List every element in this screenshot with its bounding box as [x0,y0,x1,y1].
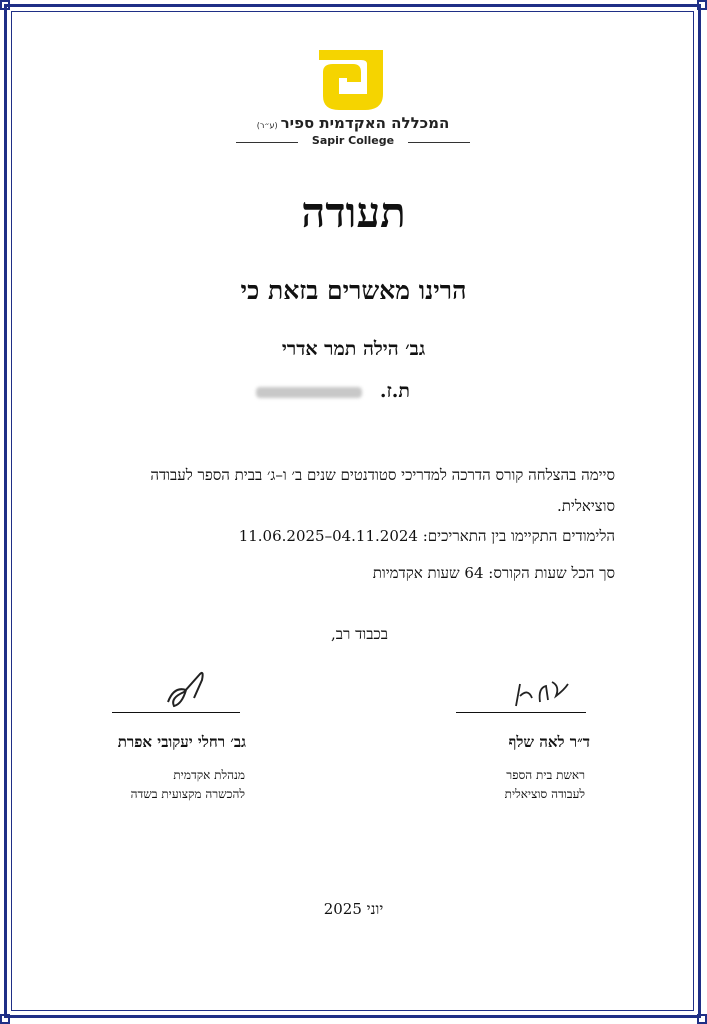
issue-date: יוני 2025 [323,900,384,918]
corner-ornament [697,1014,707,1024]
signer-role-right: ראשת בית הספר לעבודה סוציאלית [504,768,585,801]
signer-role-left: מנהלת אקדמית להכשרה מקצועית בשדה [130,768,245,801]
corner-ornament [0,0,10,10]
signer-name-left: גב׳ רחלי יעקובי אפרת [117,733,246,751]
corner-ornament [697,0,707,10]
completion-text: סיימה בהצלחה קורס הדרכה למדריכי סטודנטים שנים ב׳ ו–ג׳ בבית הספר לעבודה סוציאלית. [150,466,615,515]
regards: בכבוד רב, [331,625,388,643]
certificate-intro: הרינו מאשרים בזאת כי [240,276,467,305]
corner-ornament [0,1014,10,1024]
course-dates: הלימודים התקיימו בין התאריכים: 04.11.2024–11.06.2025 [238,527,615,545]
college-name-english: Sapir College [232,134,474,150]
college-logo [232,48,474,154]
sapir-logo-icon [317,48,389,112]
signature-line-left [112,712,240,713]
recipient-name: גב׳ הילה תמר אדרי [281,338,426,360]
redacted-id [256,387,362,398]
signature-right-icon [510,676,572,712]
college-name-hebrew: המכללה האקדמית ספיר(ע״ר) [256,114,450,132]
course-hours: סך הכל שעות הקורס: 64 שעות אקדמיות [372,564,615,582]
signer-name-right: ד״ר לאה שלף [508,733,590,751]
id-label: ת.ז. [379,380,410,402]
id-row [260,380,410,404]
signature-left-icon [160,668,220,710]
signature-line-right [456,712,586,713]
certificate-title: תעודה [301,188,406,237]
